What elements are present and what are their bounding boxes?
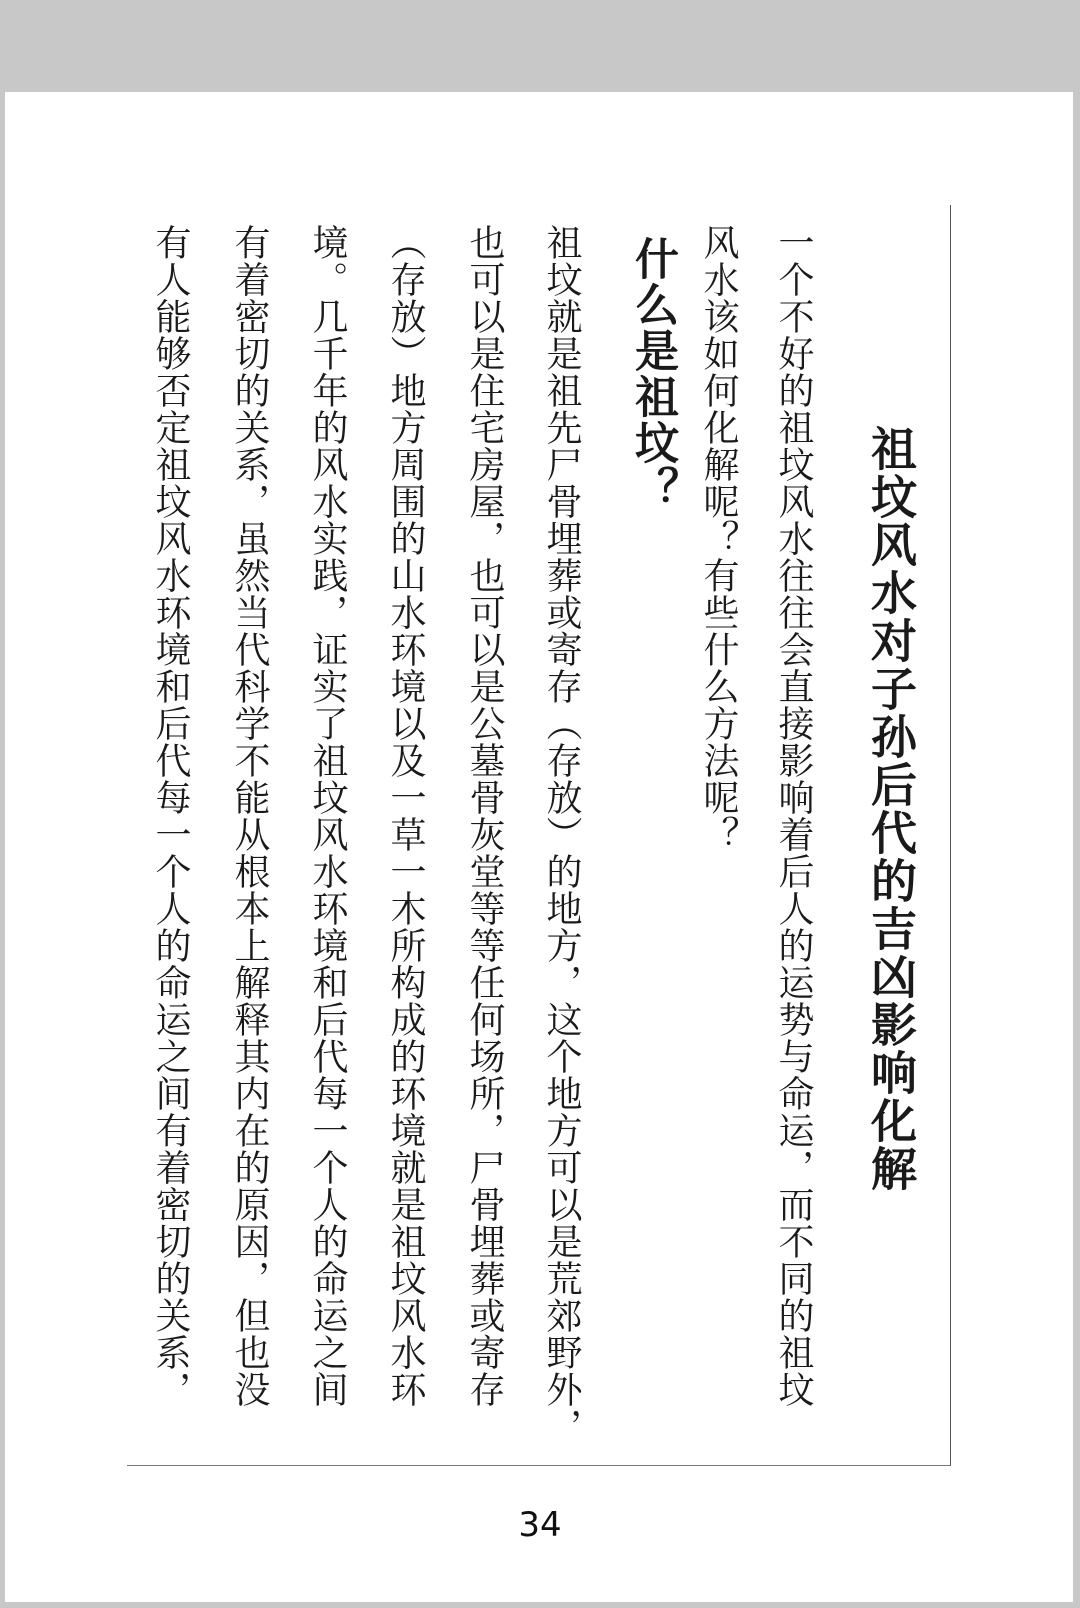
section-heading: 什么是祖坟？ <box>627 236 678 512</box>
body-column-8: 有人能够否定祖坟风水环境和后代每一个人的命运之间有着密切的关系， <box>150 224 191 1408</box>
page-number: 34 <box>518 1505 562 1545</box>
body-column-7: 有着密切的关系，虽然当代科学不能从根本上解释其内在的原因，但也没 <box>229 224 270 1408</box>
body-column-6: 境。几千年的风水实践，证实了祖坟风水环境和后代每一个人的命运之间 <box>307 224 348 1408</box>
body-column-2: 风水该如何化解呢？有些什么方法呢？ <box>698 224 739 853</box>
body-column-5: （存放）地方周围的山水环境以及一草一木所构成的环境就是祖坟风水环 <box>385 224 426 1408</box>
body-column-1: 一个不好的祖坟风水往往会直接影响着后人的运势与命运，而不同的祖坟 <box>773 224 814 1408</box>
body-column-3: 祖坟就是祖先尸骨埋葬或寄存（存放）的地方，这个地方可以是荒郊野外， <box>541 224 582 1445</box>
chapter-title: 祖坟风水对子孙后代的吉凶影响化解 <box>864 425 918 1193</box>
body-column-4: 也可以是住宅房屋，也可以是公墓骨灰堂等等任何场所，尸骨埋葬或寄存 <box>464 224 505 1408</box>
